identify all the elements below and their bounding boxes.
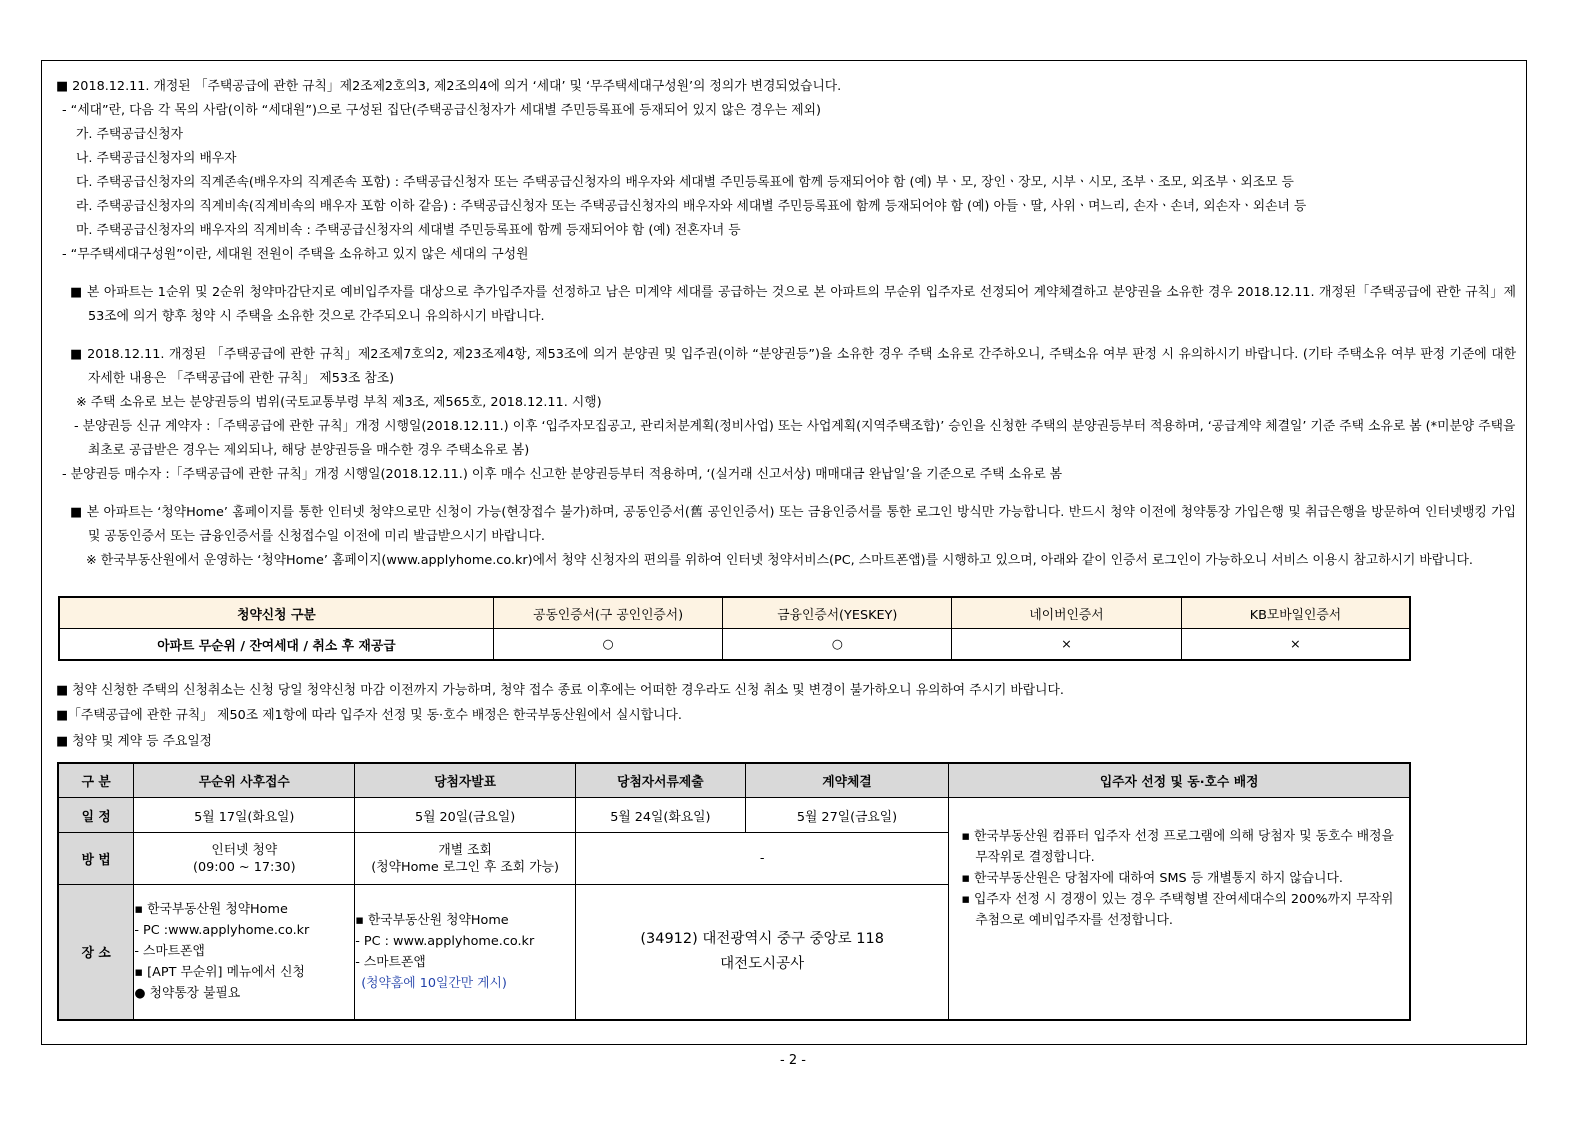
section3-head: ■ 2018.12.11. 개정된 「주택공급에 관한 규칙」제2조제7호의2, 제23조제4항, 제53조에 의거 분양권 및 입주권(이하 “분양권등”)을 소유한 경우 주택 소유로 간주하오니, 주택소유 여부 판정 시 유의하시기 바랍니다. (기타 주택소유 여부 판정 기준에 대한 자세한 내용은 「주택공급에 관한 규칙」 제53조 참조) bbox=[70, 347, 1516, 386]
address-org: 대전도시공사 bbox=[720, 955, 805, 972]
schedule-header-cell: 계약체결 bbox=[745, 763, 949, 798]
cert-row-cell: ○ bbox=[723, 629, 952, 661]
certificate-table-header bbox=[59, 597, 1410, 629]
section6-paragraph: ■「주택공급에 관한 규칙」 제50조 제1항에 따라 입주자 선정 및 동·호수 배정은 한국부동산원에서 실시합니다. bbox=[56, 708, 682, 723]
document-frame bbox=[41, 60, 1527, 1045]
certificate-table bbox=[58, 596, 1411, 661]
place-line: - 스마트폰앱 bbox=[134, 944, 205, 960]
cert-header-cell: KB모바일인증서 bbox=[1181, 597, 1410, 629]
section1-line1: - “세대”란, 다음 각 목의 사람(이하 “세대원”)으로 구성된 집단(주택공급신청자가 세대별 주민등록표에 등재되어 있지 않은 경우는 제외) bbox=[62, 103, 822, 118]
method-text: 인터넷 청약 bbox=[211, 842, 278, 858]
schedule-row-label: 장 소 bbox=[58, 885, 134, 1020]
schedule-header-cell: 입주자 선정 및 동·호수 배정 bbox=[949, 763, 1410, 798]
schedule-date-cell: 5월 24일(화요일) bbox=[576, 798, 746, 833]
schedule-row-label: 일 정 bbox=[58, 798, 134, 833]
document-content bbox=[56, 75, 1516, 573]
schedule-header-cell: 무순위 사후접수 bbox=[134, 763, 355, 798]
place-line: - PC :www.applyhome.co.kr bbox=[134, 923, 310, 939]
schedule-note: ▪ 한국부동산원 컴퓨터 입주자 선정 프로그램에 의해 당첨자 및 동호수 배정을 무작위로 결정합니다. bbox=[961, 829, 1394, 865]
section3-note: ※ 주택 소유로 보는 분양권등의 범위(국토교통부령 부칙 제3조, 제565호, 2018.12.11. 시행) bbox=[76, 395, 602, 410]
cert-header-cell: 청약신청 구분 bbox=[59, 597, 493, 629]
schedule-date-cell: 5월 27일(금요일) bbox=[745, 798, 949, 833]
schedule-date-row bbox=[58, 798, 1410, 833]
schedule-header-row bbox=[58, 763, 1410, 798]
cert-row-cell: ○ bbox=[493, 629, 723, 661]
section7-heading: ■ 청약 및 계약 등 주요일정 bbox=[56, 734, 213, 749]
place-line: ● 청약통장 불필요 bbox=[134, 986, 241, 1002]
schedule-note: ▪ 한국부동산원은 당첨자에 대하여 SMS 등 개별통지 하지 않습니다. bbox=[961, 871, 1343, 886]
place-line: - PC : www.applyhome.co.kr bbox=[355, 933, 535, 949]
place-line: - 스마트폰앱 bbox=[355, 954, 426, 970]
schedule-place-cell bbox=[355, 885, 576, 1020]
schedule-place-cell bbox=[134, 885, 355, 1020]
method-text: 개별 조회 bbox=[438, 842, 492, 858]
cert-header-cell: 네이버인증서 bbox=[952, 597, 1182, 629]
place-line: ▪ [APT 무순위] 메뉴에서 신청 bbox=[134, 965, 305, 981]
section3-line2: - 분양권등 매수자 :「주택공급에 관한 규칙」개정 시행일(2018.12.11.) 이후 매수 신고한 분양권등부터 적용하며, ‘(실거래 신고서상) 매매대금 완납일’을 기준으로 주택 소유로 봄 bbox=[62, 467, 1063, 482]
cert-row-label: 아파트 무순위 / 잔여세대 / 취소 후 재공급 bbox=[59, 629, 493, 661]
schedule-note: ▪ 입주자 선정 시 경쟁이 있는 경우 주택형별 잔여세대수의 200%까지 무작위 추첨으로 예비입주자를 선정합니다. bbox=[961, 892, 1394, 928]
schedule-method-cell bbox=[355, 833, 576, 885]
section4-note: ※ 한국부동산원에서 운영하는 ‘청약Home’ 홈페이지(www.applyhome.co.kr)에서 청약 신청자의 편의를 위하여 인터넷 청약서비스(PC, 스마트폰앱)를 시행하고 있으며, 아래와 같이 인증서 로그인이 가능하오니 서비스 이용시 참고하시기 바랍니다. bbox=[86, 553, 1473, 568]
section1-item-e: 마. 주택공급신청자의 배우자의 직계비속 : 주택공급신청자의 세대별 주민등록표에 함께 등재되어야 함 (예) 전혼자녀 등 bbox=[76, 223, 741, 238]
place-note: (청약홈에 10일간만 게시) bbox=[361, 975, 507, 991]
place-line: ▪ 한국부동산원 청약Home bbox=[355, 912, 509, 928]
cert-row-cell: × bbox=[1181, 629, 1410, 661]
section4-head: ■ 본 아파트는 ‘청약Home’ 홈페이지를 통한 인터넷 청약으로만 신청이 가능(현장접수 불가)하며, 공동인증서(舊 공인인증서) 또는 금융인증서를 통한 로그인 방식만 가능합니다. 반드시 청약 이전에 청약통장 가입은행 및 취급은행을 방문하여 인터넷뱅킹 가입 및 공동인증서 또는 금융인증서를 신청접수일 이전에 미리 발급받으시기 바랍니다. bbox=[70, 505, 1516, 544]
address-line: (34912) 대전광역시 중구 중앙로 118 bbox=[640, 930, 884, 947]
section1-head: ■ 2018.12.11. 개정된 「주택공급에 관한 규칙」제2조제2호의3, 제2조의4에 의거 ‘세대’ 및 ‘무주택세대구성원’의 정의가 변경되었습니다. bbox=[56, 79, 842, 94]
schedule-row-label: 방 법 bbox=[58, 833, 134, 885]
schedule-header-cell: 구 분 bbox=[58, 763, 134, 798]
section5-paragraph: ■ 청약 신청한 주택의 신청취소는 신청 당일 청약신청 마감 이전까지 가능하며, 청약 접수 종료 이후에는 어떠한 경우라도 신청 취소 및 변경이 불가하오니 유의하여 주시기 바랍니다. bbox=[56, 683, 1064, 698]
schedule-header-cell: 당첨자발표 bbox=[355, 763, 576, 798]
schedule-date-cell: 5월 20일(금요일) bbox=[355, 798, 576, 833]
schedule-header-cell: 당첨자서류제출 bbox=[576, 763, 746, 798]
section3-line1: - 분양권등 신규 계약자 :「주택공급에 관한 규칙」개정 시행일(2018.12.11.) 이후 ‘입주자모집공고, 관리처분계획(정비사업) 또는 사업계획(지역주택조합)’ 승인을 신청한 주택의 분양권등부터 적용하며, ‘공급계약 체결일’ 기준 주택 소유로 봄 (*미분양 주택을 최초로 공급받은 경우는 제외되나, 해당 분양권등을 매수한 경우 주택소유로 봄) bbox=[74, 419, 1516, 458]
section1-item-d: 라. 주택공급신청자의 직계비속(직계비속의 배우자 포함 이하 같음) : 주택공급신청자 또는 주택공급신청자의 배우자와 세대별 주민등록표에 함께 등재되어야 함 (예) 아들ㆍ딸, 사위ㆍ며느리, 손자ㆍ손녀, 외손자ㆍ외손녀 등 bbox=[76, 199, 1307, 214]
schedule-notes-cell bbox=[949, 798, 1410, 1020]
schedule-method-cell bbox=[134, 833, 355, 885]
cert-header-cell: 금융인증서(YESKEY) bbox=[723, 597, 952, 629]
cert-row-cell: × bbox=[952, 629, 1182, 661]
section2-paragraph: ■ 본 아파트는 1순위 및 2순위 청약마감단지로 예비입주자를 대상으로 추가입주자를 선정하고 남은 미계약 세대를 공급하는 것으로 본 아파트의 무순위 입주자로 선정되어 계약체결하고 분양권을 소유한 경우 2018.12.11. 개정된「주택공급에 관한 규칙」제53조에 의거 향후 청약 시 주택을 소유한 것으로 간주되오니 유의하시기 바랍니다. bbox=[70, 285, 1516, 324]
place-line: ▪ 한국부동산원 청약Home bbox=[134, 902, 288, 918]
schedule-place-address-cell bbox=[576, 885, 949, 1020]
certificate-table-row bbox=[59, 629, 1410, 661]
method-text: (09:00 ~ 17:30) bbox=[192, 859, 296, 875]
method-text: (청약Home 로그인 후 조회 가능) bbox=[371, 859, 559, 875]
section1-line2: - “무주택세대구성원”이란, 세대원 전원이 주택을 소유하고 있지 않은 세대의 구성원 bbox=[62, 247, 529, 262]
section1-item-c: 다. 주택공급신청자의 직계존속(배우자의 직계존속 포함) : 주택공급신청자 또는 주택공급신청자의 배우자와 세대별 주민등록표에 함께 등재되어야 함 (예) 부ㆍ모, 장인ㆍ장모, 시부ㆍ시모, 조부ㆍ조모, 외조부ㆍ외조모 등 bbox=[76, 175, 1294, 190]
section1-item-a: 가. 주택공급신청자 bbox=[76, 127, 184, 142]
schedule-date-cell: 5월 17일(화요일) bbox=[134, 798, 355, 833]
section1-item-b: 나. 주택공급신청자의 배우자 bbox=[76, 151, 237, 166]
schedule-method-cell: - bbox=[576, 833, 949, 885]
cert-header-cell: 공동인증서(구 공인인증서) bbox=[493, 597, 723, 629]
page-number: - 2 - bbox=[780, 1053, 806, 1068]
schedule-table bbox=[57, 762, 1411, 1021]
